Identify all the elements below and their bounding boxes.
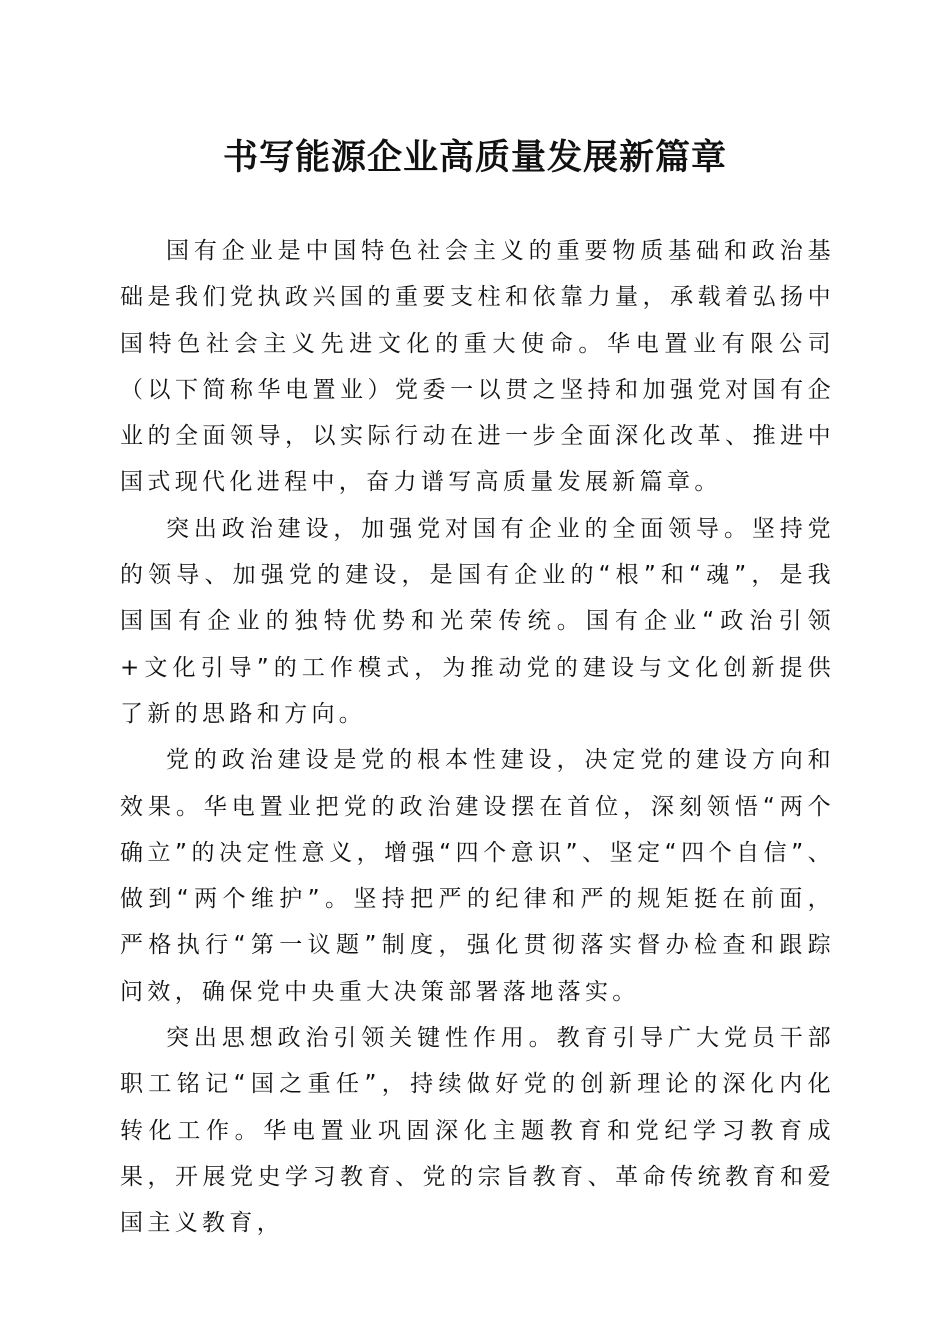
paragraph-1: 国有企业是中国特色社会主义的重要物质基础和政治基础是我们党执政兴国的重要支柱和依靠力量，承载着弘扬中国特色社会主义先进文化的重大使命。华电置业有限公司（以下简称华电置业）党委一以贯之坚持和加强党对国有企业的全面领导，以实际行动在进一步全面深化改革、推进中国式现代化进程中，奋力谱写高质量发展新篇章。: [120, 238, 835, 496]
document-body: [120, 228, 835, 1247]
paragraph-2: 突出政治建设，加强党对国有企业的全面领导。坚持党的领导、加强党的建设，是国有企业的“根”和“魂”，是我国国有企业的独特优势和光荣传统。国有企业“政治引领+文化引导”的工作模式，为推动党的建设与文化创新提供了新的思路和方向。: [120, 515, 835, 727]
paragraph-4: 突出思想政治引领关键性作用。教育引导广大党员干部职工铭记“国之重任”，持续做好党的创新理论的深化内化转化工作。华电置业巩固深化主题教育和党纪学习教育成果，开展党史学习教育、党的宗旨教育、革命传统教育和爱国主义教育，: [120, 1025, 835, 1237]
document-title: 书写能源企业高质量发展新篇章: [222, 137, 727, 178]
paragraph-3: 党的政治建设是党的根本性建设，决定党的建设方向和效果。华电置业把党的政治建设摆在首位，深刻领悟“两个确立”的决定性意义，增强“四个意识”、坚定“四个自信”、做到“两个维护”。坚持把严的纪律和严的规矩挺在前面，严格执行“第一议题”制度，强化贯彻落实督办检查和跟踪问效，确保党中央重大决策部署落地落实。: [120, 747, 835, 1005]
